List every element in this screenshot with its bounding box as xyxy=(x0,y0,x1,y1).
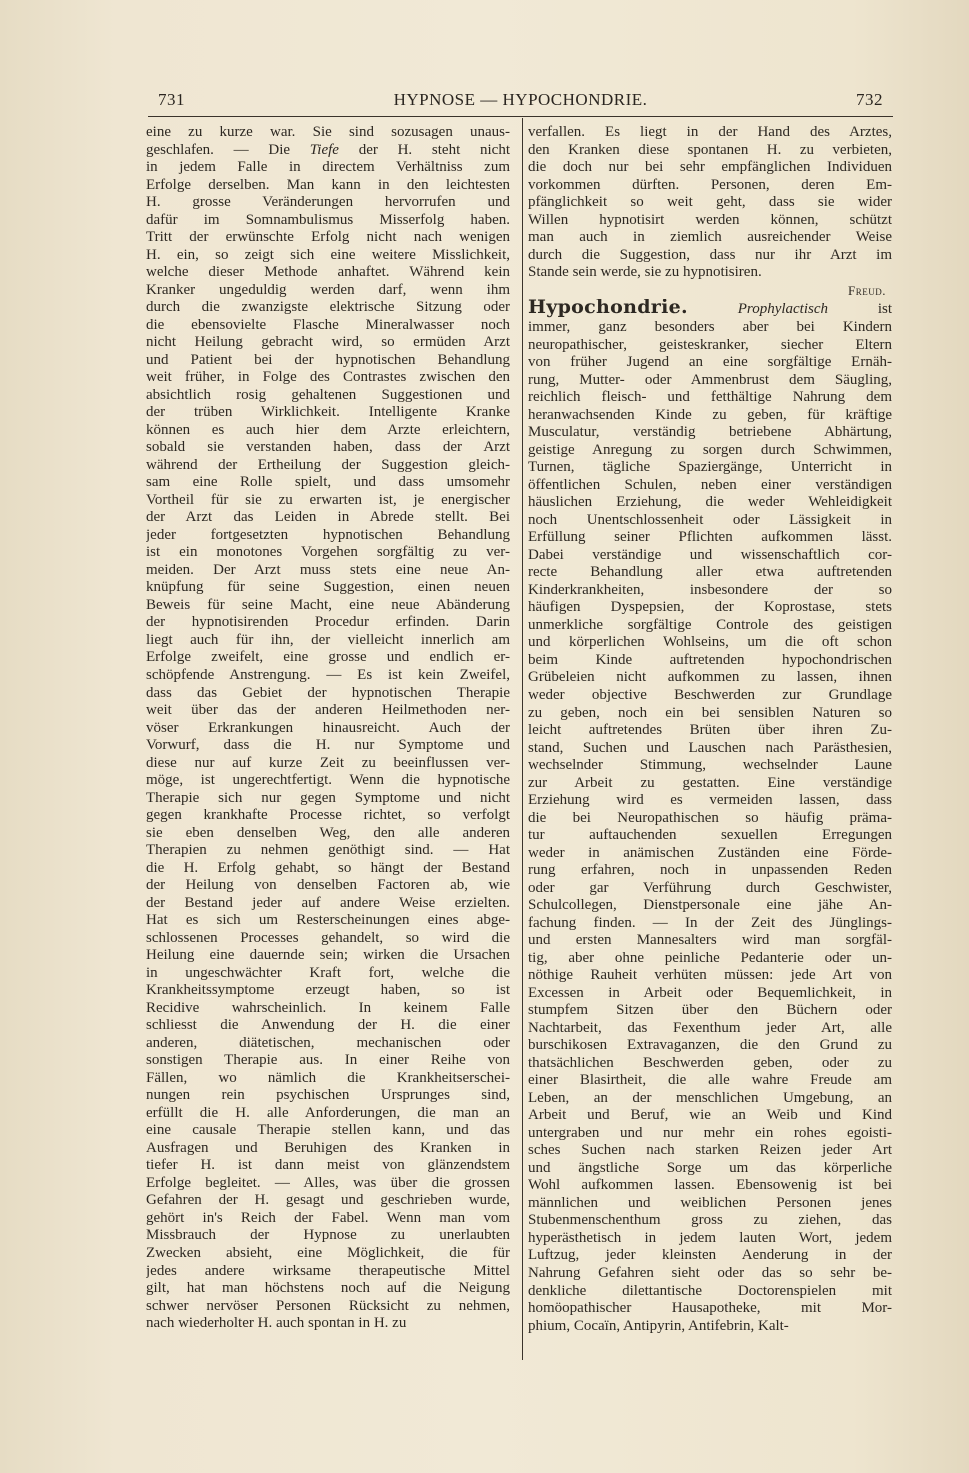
text-line: welche dieser Methode anhaftet. Während kein xyxy=(146,264,510,281)
entry-heading: Hypochondrie. xyxy=(528,299,688,319)
text-line: schlossenen Processes gehandelt, so wird die xyxy=(146,929,510,946)
text-line: erfüllt die H. alle Anforderungen, die man an xyxy=(146,1104,510,1121)
text-line: neuropathischer, geisteskranker, siecher Eltern xyxy=(528,336,892,353)
text-line: Grübeleien nicht aufkommen zu lassen, ihnen xyxy=(528,669,892,686)
text-line: eine causale Therapie stellen kann, und das xyxy=(146,1122,510,1139)
text-line: Ausfragen und Beruhigen des Kranken in xyxy=(146,1139,510,1156)
text-line: tur auftauchenden sexuellen Erregungen xyxy=(528,827,892,844)
text-line: der Arzt das Leiden in Abrede stellt. Bei xyxy=(146,509,510,526)
text-line: sie eben denselben Weg, den alle anderen xyxy=(146,824,510,841)
text-line: die H. Erfolg gehabt, so hängt der Bestand xyxy=(146,859,510,876)
text-line: Missbrauch der Hypnose zu unerlaubten xyxy=(146,1227,510,1244)
author-signature: Freud. xyxy=(848,282,886,298)
text-line: Kranker ungeduldig werden darf, wenn ihm xyxy=(146,281,510,298)
text-line: ist ein monotones Vorgehen sorgfältig zu ver- xyxy=(146,544,510,561)
text-line: vorkommen dürften. Personen, deren Em- xyxy=(528,176,892,193)
emphasis: Tiefe xyxy=(309,141,339,158)
text-line: schliesst die Anwendung der H. die einer xyxy=(146,1017,510,1034)
text-line: tig, aber ohne peinliche Pedanterie oder un- xyxy=(528,949,892,966)
text-line: Erfüllung seiner Pflichten aufkommen lässt. xyxy=(528,529,892,546)
text-line: Tritt der erwünschte Erfolg nicht nach wenigen xyxy=(146,229,510,246)
text-line: jedes andere wirksame therapeutische Mittel xyxy=(146,1262,510,1279)
text-line: gegen krankhafte Processe richtet, so verfolgt xyxy=(146,807,510,824)
text-line: Gefahren der H. gesagt und geschrieben wurde, xyxy=(146,1192,510,1209)
text-line: und körperlichen Wohlseins, um die oft schon xyxy=(528,634,892,651)
text-line: recte Behandlung aller etwa auftretenden xyxy=(528,564,892,581)
text-line: Erziehung wird es vermeiden lassen, dass xyxy=(528,792,892,809)
text-line: leicht auftretendes Brüten über ihren Zu- xyxy=(528,722,892,739)
text-line: heranwachsenden Kinde zu geben, für kräftige xyxy=(528,406,892,423)
text-line: reichlich fleisch- und fetthältige Nahrung dem xyxy=(528,389,892,406)
text-line: knüpfung für seine Suggestion, einen neuen xyxy=(146,579,510,596)
text-line: Stubenmenschenthum gross zu ziehen, das xyxy=(528,1212,892,1229)
text-line: die ebensovielte Flasche Mineralwasser noch xyxy=(146,316,510,333)
text-line: häufigen Dyspepsien, der Koprostase, stets xyxy=(528,599,892,616)
page-number-left: 731 xyxy=(158,90,185,109)
text-line: weder objective Beschwerden zur Grundlage xyxy=(528,686,892,703)
text-line: liegt auch für ihn, der vielleicht innerlich am xyxy=(146,631,510,648)
text-line: häuslichen Erziehung, die weder Wehleidigkeit xyxy=(528,494,892,511)
text-line: sches Suchen nach starken Reizen jeder Art xyxy=(528,1142,892,1159)
text-line: durch die zwanzigste elektrische Sitzung oder xyxy=(146,299,510,316)
text-line: verfallen. Es liegt in der Hand des Arztes, xyxy=(528,124,892,140)
text-line: wechselnder Stimmung, wechselnder Laune xyxy=(528,757,892,774)
entry-body xyxy=(528,319,892,1335)
text-line: Turnen, tägliche Spaziergänge, Unterricht in xyxy=(528,459,892,476)
text-line: nöthige Rauheit verhüten müssen: jede Art von xyxy=(528,967,892,984)
text-line: gilt, hat man höchstens noch auf die Neigung xyxy=(146,1280,510,1297)
text-line: Erfolge zweifelt, eine grosse und endlich er- xyxy=(146,649,510,666)
text-line: homöopathischer Hausapotheke, mit Mor- xyxy=(528,1300,892,1317)
text-line: meiden. Der Arzt muss stets eine neue An- xyxy=(146,561,510,578)
text-line: Therapie sich nur gegen Symptome und nicht xyxy=(146,789,510,806)
text-line: H. grosse Veränderungen hervorrufen und xyxy=(146,194,510,211)
text-line: Erfolge derselben. Man kann in den leichtesten xyxy=(146,176,510,193)
text-line: Vortheil für sie zu erwarten ist, je energischer xyxy=(146,491,510,508)
entry-first-line-rest: ist xyxy=(877,301,892,318)
text-line: Zwecken absieht, eine Möglichkeit, die für xyxy=(146,1245,510,1261)
text-line: den Kranken diese spontanen H. zu verbieten, xyxy=(528,141,892,158)
text-line: pfänglichkeit so weit geht, dass sie wider xyxy=(528,194,892,211)
text-line: schöpfende Anstrengung. — Es ist kein Zweifel, xyxy=(146,666,510,683)
text-line: diese nur auf kurze Zeit zu beeinflussen ver- xyxy=(146,754,510,771)
text-line: weit früher, in Folge des Contrastes zwischen den xyxy=(146,369,510,386)
text-line: Kinderkrankheiten, insbesondere der so xyxy=(528,581,892,598)
text-line: tiefer H. ist dann meist von glänzendstem xyxy=(146,1157,510,1174)
right-column xyxy=(528,124,892,1335)
text-line: beim Kinde auftretenden hypochondrischen xyxy=(528,651,892,668)
text-line: der Heilung von denselben Factoren ab, wie xyxy=(146,877,510,894)
text-line: fachung finden. — In der Zeit des Jünglings- xyxy=(528,914,892,931)
text-line: Arbeit und Beruf, wie an Weib und Kind xyxy=(528,1107,892,1124)
text-line: Hat es sich um Resterscheinungen eines abge- xyxy=(146,912,510,929)
left-column xyxy=(146,124,510,1333)
text-line: und Patient bei der hypnotischen Behandlung xyxy=(146,351,510,368)
text-line: stumpfem Sitzen über den Büchern oder xyxy=(528,1002,892,1019)
text-line: nicht Heilung gebracht wird, so ermüden Arzt xyxy=(146,334,510,351)
right-column-continuation xyxy=(528,124,892,282)
text-line: denkliche dilettantische Doctorenspielen mit xyxy=(528,1282,892,1299)
text-line: in ungeschwächter Kraft fort, welche die xyxy=(146,964,510,981)
text-line: möge, ist ungerechtfertigt. Wenn die hypnotische xyxy=(146,772,510,789)
text-line: der hypnotisirenden Procedur erfinden. Darin xyxy=(146,614,510,631)
text-line: der trüben Wirklichkeit. Intelligente Kranke xyxy=(146,404,510,421)
text-line: untergraben und nur mehr ein rohes egoisti- xyxy=(528,1124,892,1141)
text-line: Nachtarbeit, das Fexenthum jeder Art, alle xyxy=(528,1019,892,1036)
text-line: von früher Jugend an eine sorgfältige Ernäh- xyxy=(528,354,892,371)
text-line: Willen hypnotisirt werden können, schützt xyxy=(528,211,892,228)
text-line: schwer nervöser Personen Rücksicht zu nehmen, xyxy=(146,1297,510,1314)
text-line: Schulcollegen, Dienstpersonale eine jähe An- xyxy=(528,897,892,914)
text-line: der Bestand jeder auf andere Weise erzielten. xyxy=(146,894,510,911)
text-line: oder gar Verführung durch Geschwister, xyxy=(528,879,892,896)
text-line: geistige Anregung zu sorgen durch Schwimmen, xyxy=(528,441,892,458)
text-line: nach wiederholter H. auch spontan in H. zu xyxy=(146,1315,407,1332)
text-line: rung, Mutter- oder Ammenbrust dem Säugling, xyxy=(528,371,892,388)
text-line: phium, Cocaïn, Antipyrin, Antifebrin, Kalt- xyxy=(528,1317,789,1334)
text-line: jeder fortgesetzten hypnotischen Behandlung xyxy=(146,526,510,543)
text-line: unmerkliche sorgfältige Controle des geistigen xyxy=(528,616,892,633)
text-line: hyperästhetisch in jedem lauten Wort, jedem xyxy=(528,1229,892,1246)
text-line: Stande sein werde, sie zu hypnotisiren. xyxy=(528,264,762,281)
text-line: Therapien zu nehmen genöthigt sind. — Hat xyxy=(146,842,510,859)
text-line: Recidive wahrscheinlich. In keinem Falle xyxy=(146,999,510,1016)
text-line: die doch nur bei sehr empfänglichen Individuen xyxy=(528,159,892,176)
header-rule xyxy=(148,116,893,117)
text-line: Beweis für seine Macht, eine neue Abänderung xyxy=(146,596,510,613)
text-line: können es auch hier dem Arzte erleichtern, xyxy=(146,421,510,438)
text-line: Wohl aufkommen lassen. Ebensowenig ist bei xyxy=(528,1177,892,1194)
text-line: einer Blasirtheit, die alle wahre Freude am xyxy=(528,1072,892,1089)
text-line: Nahrung Gefahren sieht oder das so sehr be- xyxy=(528,1265,892,1281)
text-line: in jedem Falle in directem Verhältniss zum xyxy=(146,159,510,176)
text-line: Musculatur, verständig betriebene Abhärtung, xyxy=(528,424,892,441)
text-line: weit über das der anderen Heilmethoden ner- xyxy=(146,702,510,719)
text-line: Krankheitssymptome erzeugt haben, so ist xyxy=(146,982,510,999)
text-line: dafür im Somnambulismus Misserfolg haben. xyxy=(146,211,510,228)
text-line: Dabei verständige und wissenschaftlich cor- xyxy=(528,546,892,563)
text-line: burschikosen Extravaganzen, die den Grund zu xyxy=(528,1037,892,1054)
text-line: weder in anämischen Zuständen eine Förde- xyxy=(528,844,892,861)
text-line: Luftzug, jeder kleinsten Aenderung in der xyxy=(528,1247,892,1264)
page-number-right: 732 xyxy=(856,90,883,109)
text-line: sonstigen Therapie aus. In einer Reihe von xyxy=(146,1052,510,1069)
text-line: Heilung eine dauernde sein; wirken die Ursachen xyxy=(146,947,510,964)
text-line: vöser Erkrankungen hinausreicht. Auch der xyxy=(146,719,510,736)
entry-heading-line xyxy=(528,299,892,319)
text-line: man auch in ziemlich ausreichender Weise xyxy=(528,229,892,246)
text-line: und ersten Mannesalters wird man sorgfäl- xyxy=(528,932,892,949)
text-line: H. ein, so zeigt sich eine weitere Misslichkeit, xyxy=(146,246,510,263)
text-line: zu geben, noch ein bei sensiblen Naturen so xyxy=(528,704,892,721)
text-line: gehört in's Reich der Fabel. Wenn man vom xyxy=(146,1209,510,1226)
text-line: zur Arbeit zu gestatten. Eine verständige xyxy=(528,774,892,791)
running-title: HYPNOSE — HYPOCHONDRIE. xyxy=(393,90,648,109)
text-line: Leben, an der menschlichen Umgebung, an xyxy=(528,1089,892,1106)
text-line: öffentlichen Schulen, neben einer verständigen xyxy=(528,476,892,493)
text-line: geschlafen. — Die Tiefe der H. steht nicht xyxy=(146,141,510,158)
text-line: rung erfahren, noch in unpassenden Reden xyxy=(528,862,892,879)
text-line: anderen, diätetischen, mechanischen oder xyxy=(146,1034,510,1051)
text-line: nungen rein psychischen Ursprunges sind, xyxy=(146,1087,510,1104)
text-line: die bei Neuropathischen so häufig präma- xyxy=(528,809,892,826)
text-line: sam eine Rolle spielt, und dass umsomehr xyxy=(146,474,510,491)
text-line: männlichen und weiblichen Personen jenes xyxy=(528,1194,892,1211)
text-line: noch Unentschlossenheit oder Lässigkeit in xyxy=(528,511,892,528)
text-line: Fällen, wo nämlich die Krankheitserschei- xyxy=(146,1069,510,1086)
text-line: und ängstliche Sorge um das körperliche xyxy=(528,1159,892,1176)
column-divider xyxy=(522,118,523,1360)
entry-subheading: Prophylactisch xyxy=(737,301,829,318)
text-line: absichtlich rosig gehaltenen Suggestionen und xyxy=(146,386,510,403)
text-line: eine zu kurze war. Sie sind sozusagen unaus- xyxy=(146,124,510,140)
running-header xyxy=(148,90,893,116)
text-line: Erfolge begleitet. — Alles, was über die grossen xyxy=(146,1174,510,1191)
text-line: Excessen in Arbeit oder Bequemlichkeit, in xyxy=(528,984,892,1001)
text-line: stand, Suchen und Lauschen nach Parästhesien, xyxy=(528,739,892,756)
text-line: immer, ganz besonders aber bei Kindern xyxy=(528,319,892,336)
text-line: während der Ertheilung der Suggestion gleich- xyxy=(146,456,510,473)
text-line: durch die Suggestion, dass nur ihr Arzt im xyxy=(528,246,892,263)
text-line: sobald sie verstanden haben, dass der Arzt xyxy=(146,439,510,456)
text-line: Vorwurf, dass die H. nur Symptome und xyxy=(146,737,510,754)
text-line: thatsächlichen Beschwerden geben, oder zu xyxy=(528,1054,892,1071)
text-line: dass das Gebiet der hypnotischen Therapie xyxy=(146,684,510,701)
